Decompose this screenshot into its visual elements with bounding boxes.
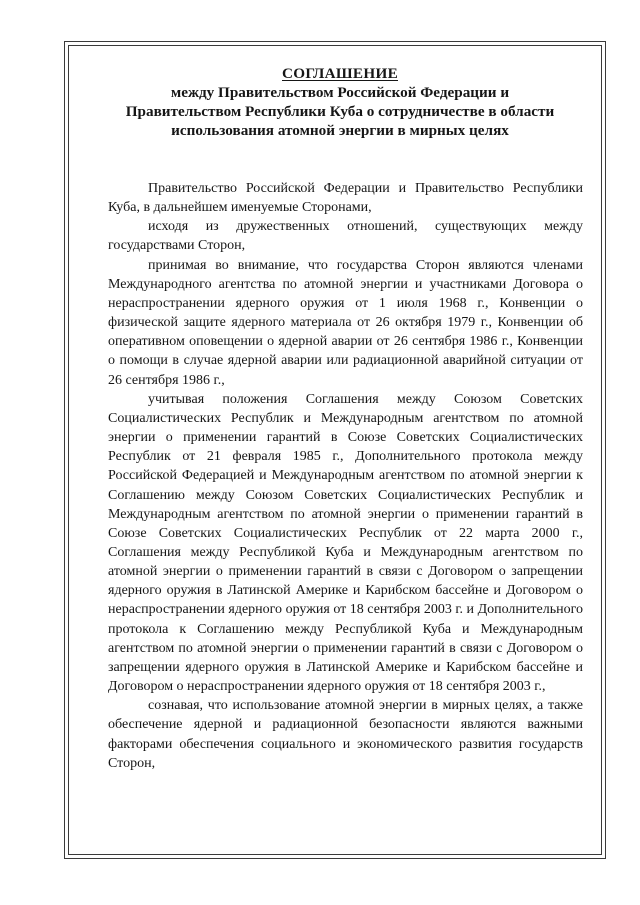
document-subtitle-line: между Правительством Российской Федерации и (170, 84, 510, 101)
preamble-paragraph: принимая во внимание, что государства Сторон являются членами Международного агентства по атомной энергии и участниками Договора о нераспространении ядерного оружия от 1 июля 1968 г., Конвенции о физической защите ядерного материала от 26 октября 1979 г., Конвенции об оперативном оповещении о ядерной аварии от 26 сентября 1986 г., Конвенции о помощи в случае ядерной аварии или радиационной аварийной ситуации от 26 сентября 1986 г., (108, 257, 583, 388)
document-subtitle-line: использования атомной энергии в мирных целях (171, 122, 509, 139)
document-subtitle-line: Правительством Республики Куба о сотрудничестве в области (125, 103, 555, 120)
document-body (108, 179, 583, 773)
preamble-paragraph: исходя из дружественных отношений, существующих между государствами Сторон, (108, 219, 583, 254)
document-title: СОГЛАШЕНИЕ (282, 65, 398, 82)
preamble-paragraph: Правительство Российской Федерации и Правительство Республики Куба, в дальнейшем именуемые Сторонами, (108, 181, 583, 216)
preamble-paragraph: сознавая, что использование атомной энергии в мирных целях, а также обеспечение ядерной и радиационной безопасности являются важными факторами обеспечения социального и экономического развития государств Сторон, (108, 698, 583, 771)
document-heading (90, 64, 590, 140)
preamble-paragraph: учитывая положения Соглашения между Союзом Советских Социалистических Республик и Международным агентством по атомной энергии о применении гарантий в Союзе Советских Социалистических Республик от 21 февраля 1985 г., Дополнительного протокола между Российской Федерацией и Международным агентством по атомной энергии к Соглашению между Союзом Советских Социалистических Республик и Международным агентством по атомной энергии о применении гарантий в Союзе Советских Социалистических Республик от 22 марта 2000 г., Соглашения между Республикой Куба и Международным агентством по атомной энергии о применении гарантий в связи с Договором о запрещении ядерного оружия в Латинской Америке и Карибском бассейне и Договором о нераспространении ядерного оружия от 18 сентября 2003 г. и Дополнительного протокола к Соглашению между Республикой Куба и Международным агентством по атомной энергии о применении гарантий в связи с Договором о запрещении ядерного оружия в Латинской Америке и Карибском бассейне и Договором о нераспространении ядерного оружия от 18 сентября 2003 г., (108, 391, 583, 695)
